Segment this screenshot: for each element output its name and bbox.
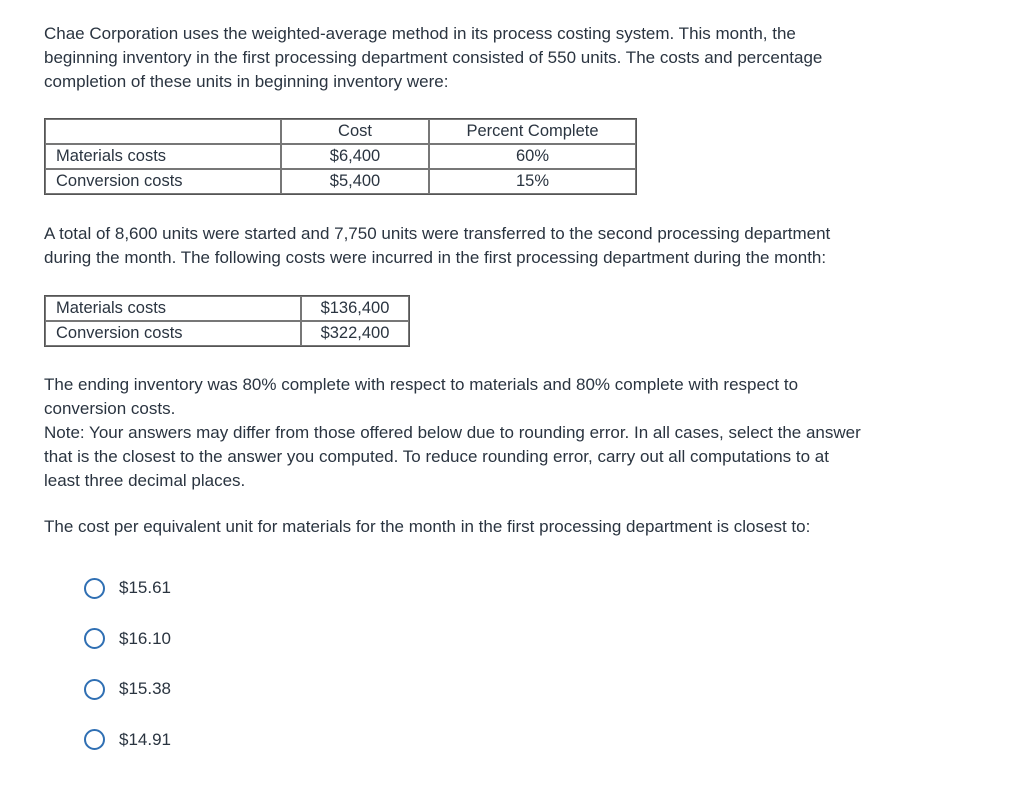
table-cell: Conversion costs [45, 321, 301, 346]
intro-line: Chae Corporation uses the weighted-average method in its process costing system. This month, the [44, 24, 796, 43]
intro-line: completion of these units in beginning inventory were: [44, 72, 449, 91]
answer-option[interactable] [84, 675, 171, 703]
table-row [45, 169, 636, 194]
table-cell: $322,400 [301, 321, 409, 346]
table-cell: Materials costs [45, 296, 301, 321]
answer-option-label: $14.91 [119, 729, 171, 749]
radio-button-icon[interactable] [84, 628, 105, 649]
note-line: that is the closest to the answer you computed. To reduce rounding error, carry out all computations to at [44, 447, 829, 466]
answer-option[interactable] [84, 726, 171, 754]
table-cell: $6,400 [281, 144, 429, 169]
answer-option[interactable] [84, 625, 171, 653]
answer-option-label: $15.38 [119, 679, 171, 698]
table-header-cell: Percent Complete [429, 119, 636, 144]
question-text: The cost per equivalent unit for materials for the month in the first processing department is closest to: [44, 517, 811, 536]
middle-line: A total of 8,600 units were started and 7,750 units were transferred to the second processing department [44, 224, 831, 243]
note-line: Note: Your answers may differ from those offered below due to rounding error. In all cases, select the answer [44, 423, 861, 442]
table-cell: $5,400 [281, 169, 429, 194]
note-line: least three decimal places. [44, 471, 246, 490]
radio-button-icon[interactable] [84, 578, 105, 599]
answer-options [84, 574, 171, 776]
middle-line: during the month. The following costs were incurred in the first processing department during the month: [44, 248, 827, 267]
answer-option-label: $16.10 [119, 628, 171, 648]
table-header-row [45, 119, 636, 144]
table-cell: Materials costs [45, 144, 281, 169]
answer-option[interactable] [84, 574, 171, 602]
table-cell: 15% [429, 169, 636, 194]
radio-button-icon[interactable] [84, 729, 105, 750]
intro-line: beginning inventory in the first processing department consisted of 550 units. The costs and percentage [44, 48, 823, 67]
table-header-cell [45, 119, 281, 144]
beginning-inventory-table [44, 118, 637, 195]
table-row [45, 144, 636, 169]
table-cell: $136,400 [301, 296, 409, 321]
incurred-costs-table [44, 295, 410, 347]
intro-paragraph [44, 22, 984, 94]
middle-paragraph [44, 222, 984, 270]
ending-line: The ending inventory was 80% complete with respect to materials and 80% complete with respect to [44, 375, 799, 394]
table-cell: 60% [429, 144, 636, 169]
table-header-cell: Cost [281, 119, 429, 144]
ending-paragraph [44, 373, 984, 493]
table-cell: Conversion costs [45, 169, 281, 194]
ending-line: conversion costs. [44, 399, 176, 418]
table-row [45, 321, 409, 346]
answer-option-label: $15.61 [119, 578, 171, 597]
radio-button-icon[interactable] [84, 679, 105, 700]
table-row [45, 296, 409, 321]
